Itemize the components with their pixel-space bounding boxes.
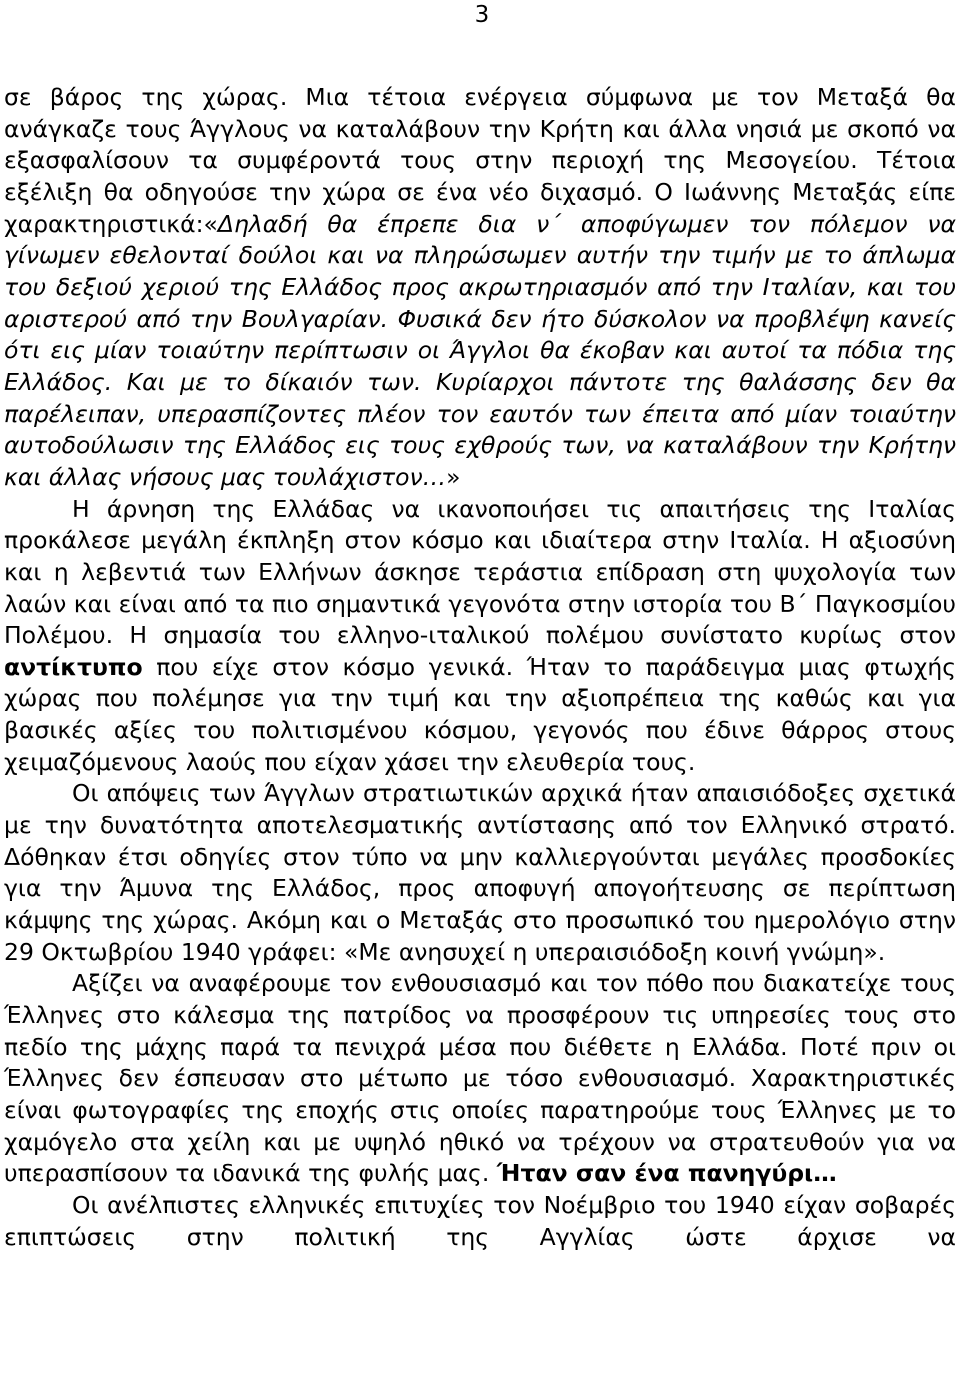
paragraph-2-text-a: Η άρνηση της Ελλάδας να ικανοποιήσει τις απαιτήσεις της Ιταλίας προκάλεσε μεγάλη έκπληξη στον κόσμο και ιδιαίτερα στην Ιταλία. Η αξιοσύνη και η λεβεντιά των Ελλήνων άσκησε τεράστια επίδραση στη ψυχολογία των λαών και είναι από τα πιο σημαντικά γεγονότα στην ιστορία του Β΄ Παγκοσμίου Πολέμου. Η σημασία του ελληνο-ιταλικού πολέμου συνίστατο κυρίως στον — [4, 494, 956, 650]
paragraph-1-text: σε βάρος της χώρας. Μια τέτοια ενέργεια σύμφωνα με τον Μεταξά θα ανάγκαζε τους Άγγλους να καταλάβουν την Κρήτη και άλλα νησιά με σκοπό να εξασφαλίσουν τα συμφέροντά τους στην περιοχή της Μεσογείου. Τέτοια εξέλιξη θα οδηγούσε την χώρα σε ένα νέο διχασμό. Ο Ιωάννης Μεταξάς είπε χαρακτηριστικά:« — [4, 83, 956, 238]
paragraph-2-text-b: που είχε στον κόσμο γενικά. Ήταν το παράδειγμα μιας φτωχής χώρας που πολέμησε για την τιμή και την αξιοπρέπεια της καθώς και για βασικές αξίες του πολιτισμένου κόσμου, γεγονός που έδινε θάρρος στους χειμαζόμενους λαούς που είχαν χάσει την ελευθερία τους. — [4, 652, 956, 776]
paragraph-5: Οι ανέλπιστες ελληνικές επιτυχίες τον Νοέμβριο του 1940 είχαν σοβαρές επιπτώσεις στην πολιτική της Αγγλίας ώστε άρχισε να — [4, 1190, 956, 1251]
document-body — [4, 82, 956, 1253]
paragraph-4-text: Αξίζει να αναφέρουμε τον ενθουσιασμό και τον πόθο που διακατείχε τους Έλληνες στο κάλεσμα της πατρίδος να προσφέρουν τις υπηρεσίες τους στο πεδίο της μάχης παρά τα πενιχρά μέσα που διέθετε η Ελλάδα. Ποτέ πριν οι Έλληνες δεν έσπευσαν στο μέτωπο με τόσο ενθουσιασμό. Χαρακτηριστικές είναι φωτογραφίες της εποχής στις οποίες παρατηρούμε τους Έλληνες με το χαμόγελο στα χείλη και με υψηλό ηθικό να τρέχουν να στρατευθούν για να υπερασπίσουν τα ιδανικά της φυλής μας. — [4, 969, 956, 1188]
quote-close-mark: » — [446, 462, 461, 491]
paragraph-1 — [4, 82, 956, 494]
emphasis-antiktypo: αντίκτυπο — [4, 652, 143, 681]
paragraph-2 — [4, 494, 956, 779]
metaxas-quote: Δηλαδή θα έπρεπε δια ν΄ αποφύγωμεν τον πόλεμον να γίνωμεν εθελονταί δούλοι και να πληρώσωμεν αυτήν την τιμήν με το άπλωμα του δεξιού χεριού της Ελλάδος προς ακρωτηριασμόν από την Ιταλίαν, και του αριστερού από την Βουλγαρίαν. Φυσικά δεν ήτο δύσκολον να προβλέψη κανείς ότι εις μίαν τοιαύτην περίπτωσιν οι Άγγλοι θα έκοβαν και αυτοί τα πόδια της Ελλάδος. Και με το δίκαιόν των. Κυρίαρχοι πάντοτε της θαλάσσης δεν θα παρέλειπαν, υπερασπίζοντες πλέον τον εαυτόν των έπειτα από μίαν τοιαύτην αυτοδούλωσιν της Ελλάδος εις τους εχθρούς των, να καταλάβουν την Κρήτην και άλλας νήσους μας τουλάχιστον… — [4, 209, 956, 491]
emphasis-panigyri: Ήταν σαν ένα πανηγύρι… — [496, 1159, 837, 1188]
paragraph-4 — [4, 968, 956, 1190]
page-number: 3 — [474, 2, 490, 28]
paragraph-3: Οι απόψεις των Άγγλων στρατιωτικών αρχικά ήταν απαισιόδοξες σχετικά με την δυνατότητα αποτελεσματικής αντίστασης από τον Ελληνικό στρατό. Δόθηκαν έτσι οδηγίες στον τύπο να μην καλλιεργούνται μεγάλες προσδοκίες για την Άμυνα της Ελλάδος, προς αποφυγή απογοήτευσης σε περίπτωση κάμψης της χώρας. Ακόμη και ο Μεταξάς στο προσωπικό του ημερολόγιο στην 29 Οκτωβρίου 1940 γράφει: «Με ανησυχεί η υπεραισιόδοξη κοινή γνώμη». — [4, 779, 956, 966]
